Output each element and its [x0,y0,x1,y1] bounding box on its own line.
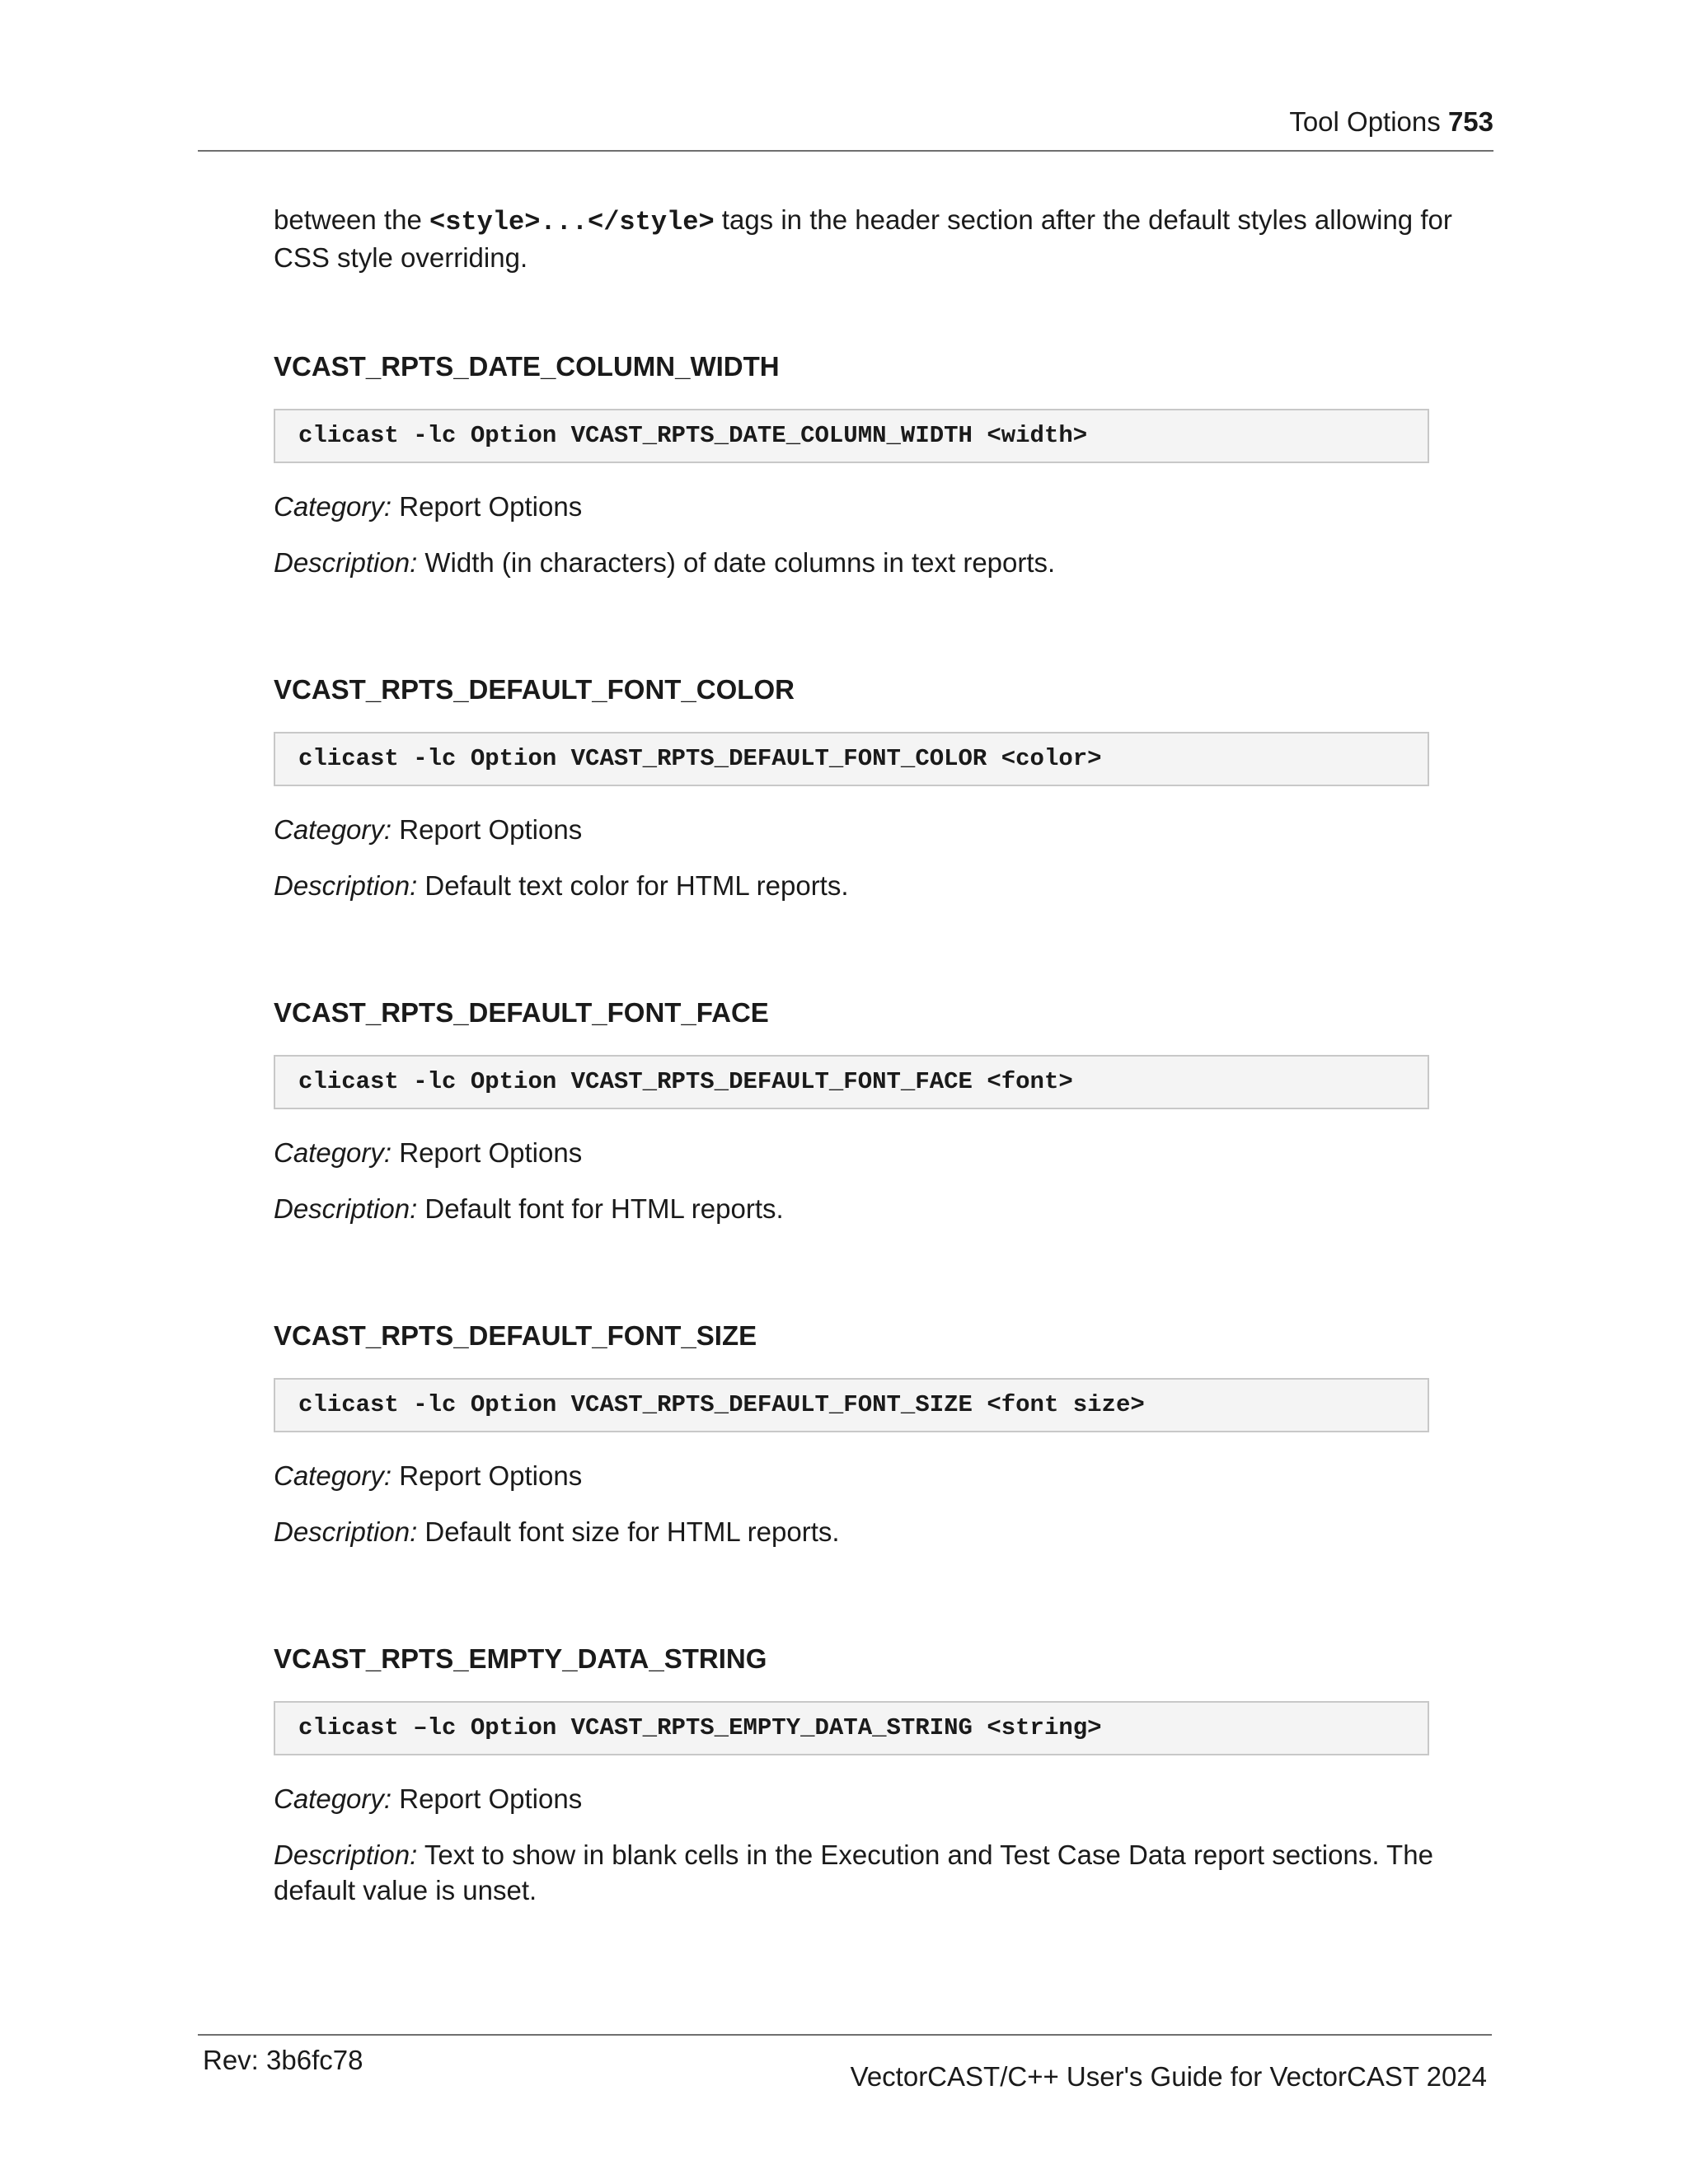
option-section-default-font-face [274,996,1452,1224]
command-code-block: clicast -lc Option VCAST_RPTS_DATE_COLUMN_WIDTH <width> [274,409,1429,463]
category-value: Report Options [399,1460,583,1491]
option-description [274,1514,1452,1549]
option-heading: VCAST_RPTS_DEFAULT_FONT_COLOR [274,674,795,705]
command-code-block: clicast -lc Option VCAST_RPTS_DEFAULT_FONT_FACE <font> [274,1055,1429,1109]
description-label: Description: [274,870,418,901]
option-description [274,1837,1452,1908]
option-heading: VCAST_RPTS_DEFAULT_FONT_SIZE [274,1320,757,1351]
option-section-empty-data-string [274,1643,1452,1905]
category-value: Report Options [399,1783,583,1814]
revision-label: Rev: 3b6fc78 [203,2045,363,2075]
category-label: Category: [274,1783,392,1814]
description-value: Default text color for HTML reports. [424,870,849,901]
option-description [274,1191,1452,1226]
description-value: Default font for HTML reports. [424,1193,784,1224]
intro-text-after: tags in the header section after the default styles allowing for CSS style overriding. [274,204,1452,273]
option-category [274,489,1452,524]
command-code-block: clicast -lc Option VCAST_RPTS_DEFAULT_FONT_COLOR <color> [274,732,1429,786]
option-category [274,1458,1452,1493]
category-value: Report Options [399,814,583,845]
description-value: Width (in characters) of date columns in text reports. [424,547,1056,578]
intro-text-before: between the [274,204,429,235]
description-label: Description: [274,547,418,578]
category-label: Category: [274,1137,392,1168]
command-code-block: clicast -lc Option VCAST_RPTS_DEFAULT_FONT_SIZE <font size> [274,1378,1429,1432]
option-section-date-column-width [274,350,1452,578]
option-category [274,812,1452,847]
category-label: Category: [274,814,392,845]
option-heading: VCAST_RPTS_EMPTY_DATA_STRING [274,1643,767,1674]
page-number: 753 [1447,106,1493,137]
option-description [274,868,1452,903]
option-section-default-font-size [274,1319,1452,1547]
document-title: VectorCAST/C++ User's Guide for VectorCAST 2024 [850,2061,1487,2092]
intro-code: <style>...</style> [429,207,715,237]
running-header [1289,105,1493,138]
description-label: Description: [274,1193,418,1224]
command-code-block: clicast –lc Option VCAST_RPTS_EMPTY_DATA_STRING <string> [274,1701,1429,1755]
option-heading: VCAST_RPTS_DEFAULT_FONT_FACE [274,997,769,1028]
page-header [198,101,1493,152]
option-category [274,1135,1452,1170]
option-section-default-font-color [274,673,1452,901]
description-value: Default font size for HTML reports. [424,1516,840,1547]
category-value: Report Options [399,491,583,522]
page-content [274,202,1452,1905]
description-label: Description: [274,1840,418,1870]
description-label: Description: [274,1516,418,1547]
page-footer [198,2034,1492,2110]
option-description [274,545,1452,580]
description-value: Text to show in blank cells in the Execution and Test Case Data report sections. The default value is unset. [274,1840,1433,1905]
category-label: Category: [274,1460,392,1491]
option-heading: VCAST_RPTS_DATE_COLUMN_WIDTH [274,351,780,382]
intro-paragraph [274,202,1452,275]
category-label: Category: [274,491,392,522]
option-category [274,1781,1452,1816]
category-value: Report Options [399,1137,583,1168]
section-title: Tool Options [1289,106,1441,137]
